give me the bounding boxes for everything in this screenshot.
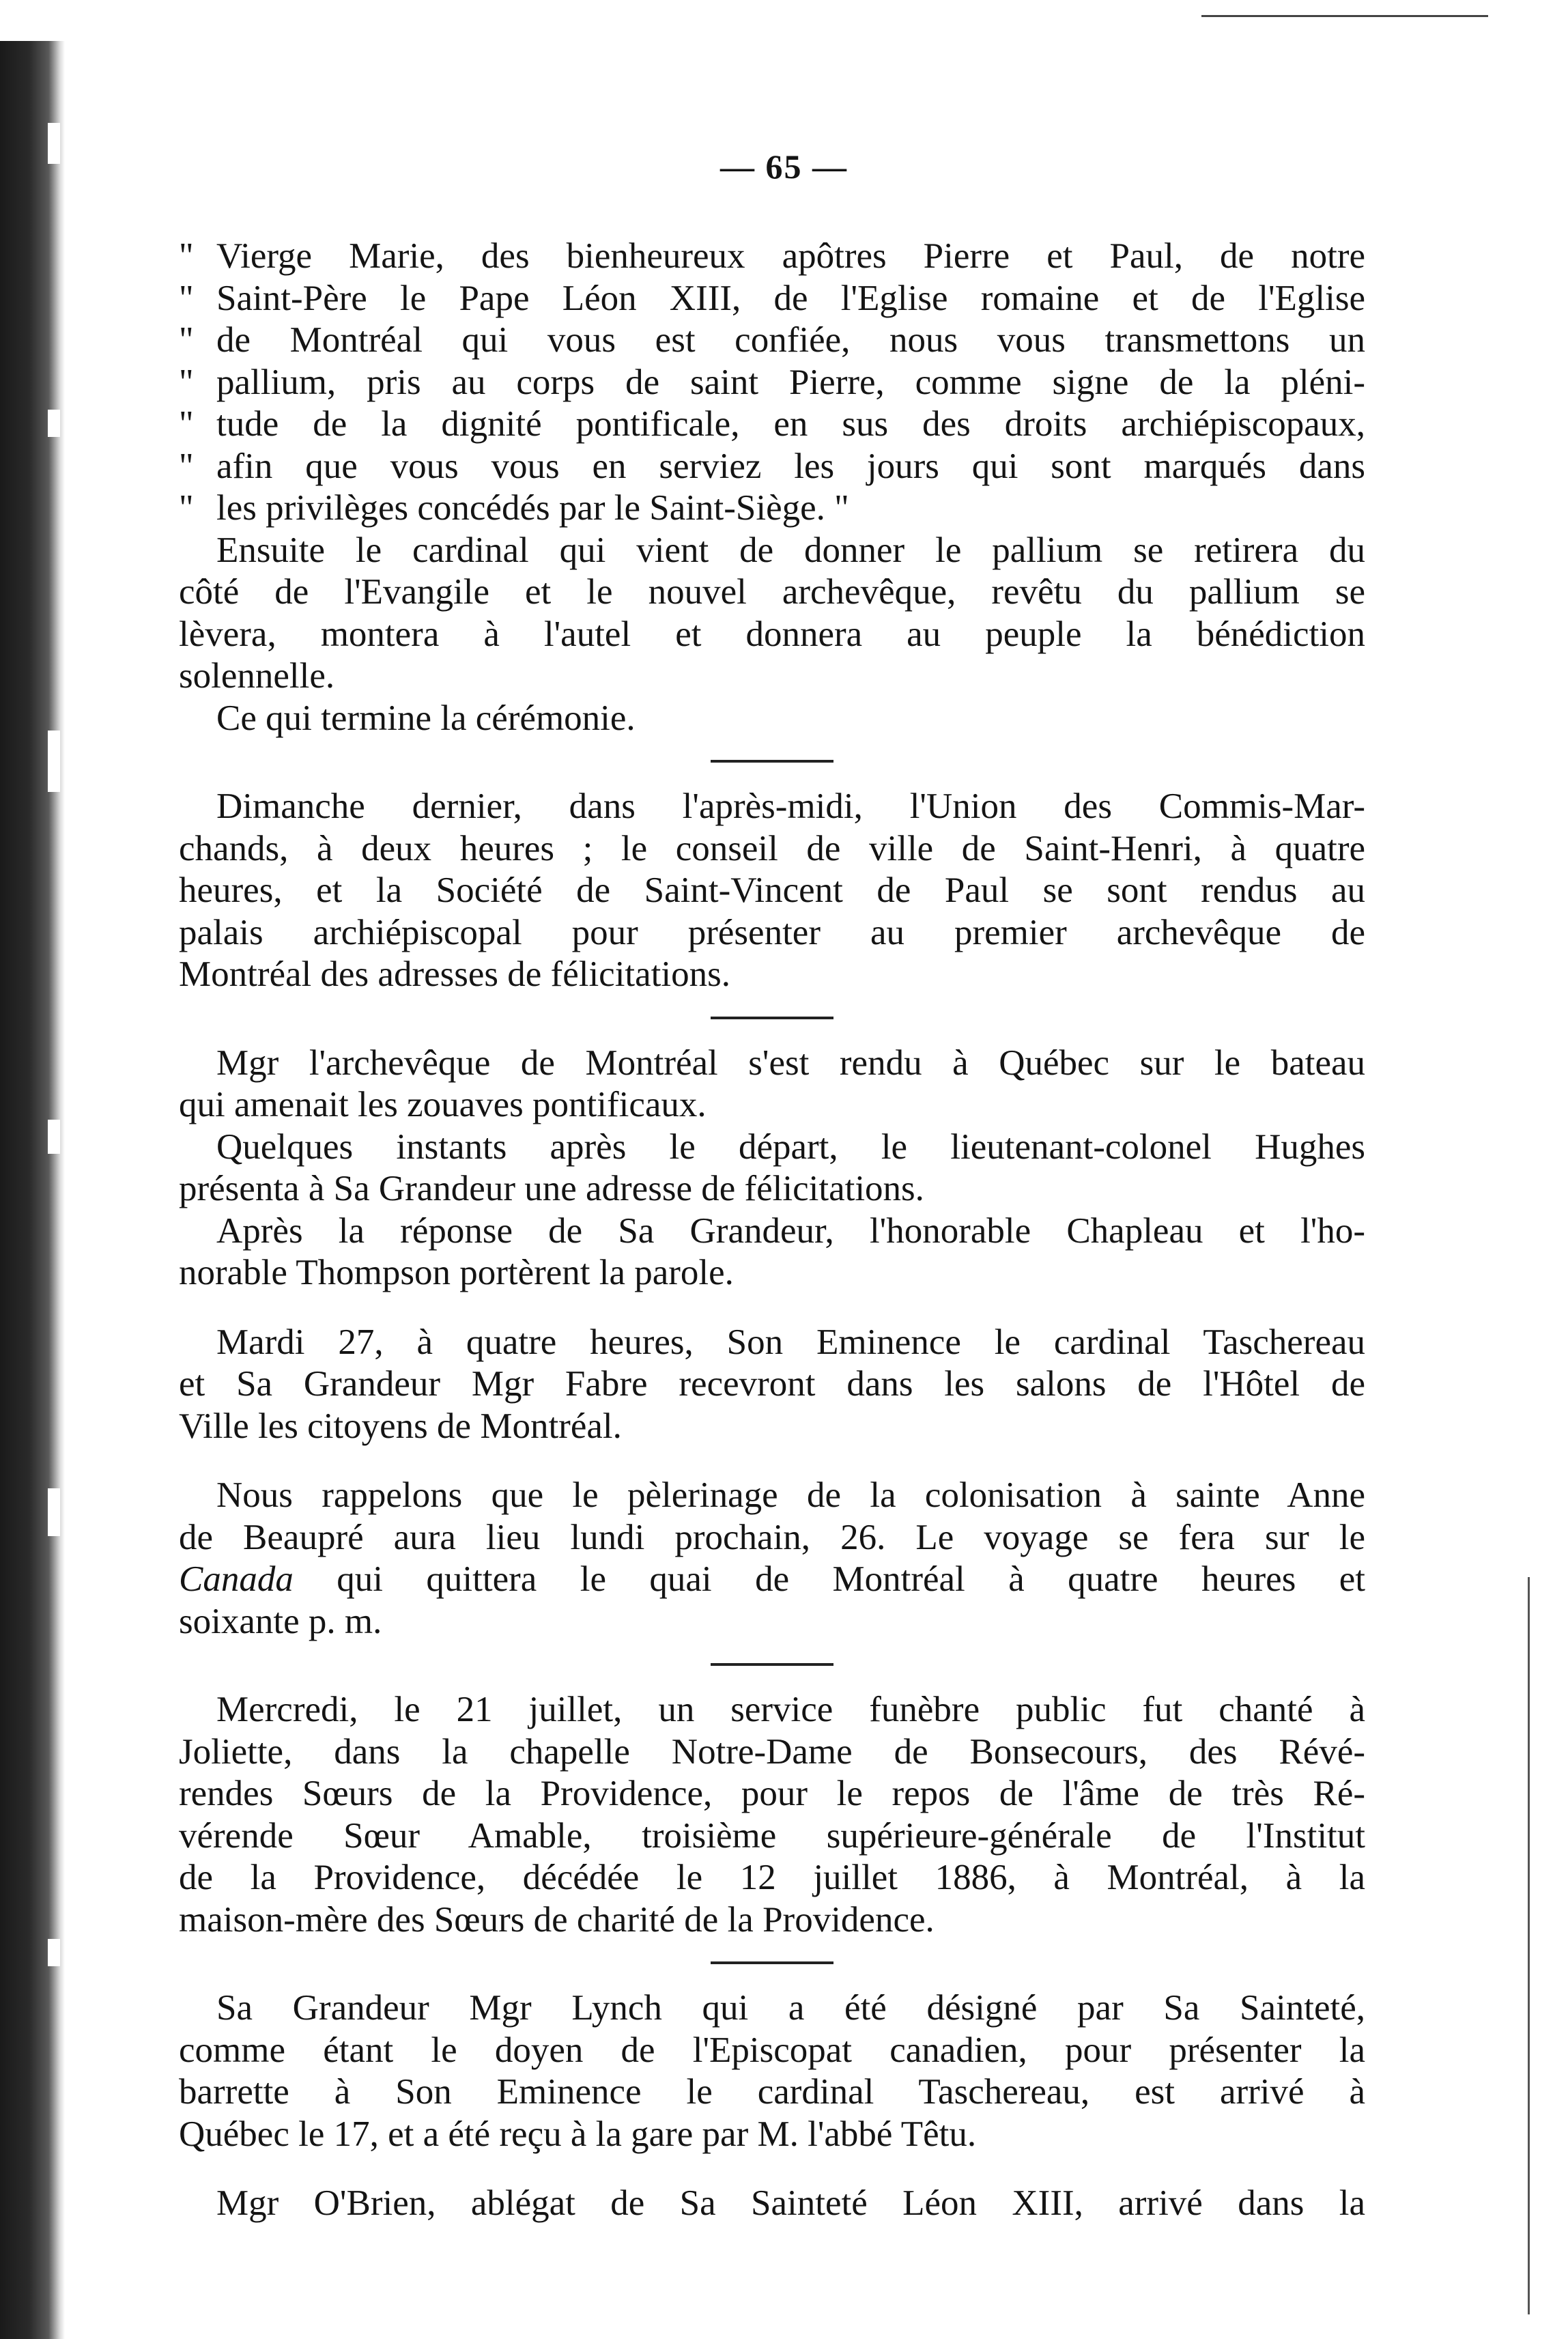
text-line: Après la réponse de Sa Grandeur, l'honorable Chapleau et l'ho-: [216, 1210, 1365, 1251]
text-line: Ce qui termine la cérémonie.: [216, 698, 636, 738]
text-line: Mardi 27, à quatre heures, Son Eminence le cardinal Taschereau: [216, 1322, 1365, 1362]
paragraph-obrien: [179, 2183, 1365, 2225]
text-line: Mgr O'Brien, ablégat de Sa Sainteté Léon XIII, arrivé dans la: [216, 2183, 1365, 2223]
paragraph-mardi: [179, 1322, 1365, 1448]
text-line: heures, et la Société de Saint-Vincent de Paul se sont rendus au: [179, 870, 1365, 910]
quote-line: " pallium, pris au corps de saint Pierre, comme signe de la pléni-: [179, 362, 1365, 402]
text-line: présenta à Sa Grandeur une adresse de félicitations.: [179, 1169, 924, 1208]
text-line: barrette à Son Eminence le cardinal Taschereau, est arrivé à: [179, 2072, 1365, 2112]
text-line: Dimanche dernier, dans l'après-midi, l'Union des Commis-Mar-: [216, 786, 1365, 826]
text-line: de la Providence, décédée le 12 juillet 1886, à Montréal, à la: [179, 1858, 1365, 1897]
text-line: Canada qui quittera le quai de Montréal à quatre heures et: [179, 1559, 1365, 1599]
spine-notch: [48, 1939, 60, 1966]
section-separator: [711, 760, 833, 763]
paragraph-ceremonie: [179, 698, 1365, 740]
paragraph-lynch: [179, 1987, 1365, 2155]
paragraph-nous: [179, 1475, 1365, 1643]
text-line: Ville les citoyens de Montréal.: [179, 1406, 622, 1446]
text-line: Sa Grandeur Mgr Lynch qui a été désigné par Sa Sainteté,: [216, 1988, 1365, 2028]
text-line: de Beaupré aura lieu lundi prochain, 26. Le voyage se fera sur le: [179, 1517, 1365, 1557]
paragraph-mercredi: [179, 1689, 1365, 1941]
paragraph-apres: [179, 1210, 1365, 1294]
section-separator: [711, 1961, 833, 1964]
section-separator: [711, 1017, 833, 1019]
top-edge-rule: [1201, 15, 1488, 17]
paragraph-gap: [179, 1447, 1365, 1475]
quote-line: " tude de la dignité pontificale, en sus des droits archiépiscopaux,: [179, 404, 1365, 444]
text-line: côté de l'Evangile et le nouvel archevêque, revêtu du pallium se: [179, 572, 1365, 612]
text-line: et Sa Grandeur Mgr Fabre recevront dans les salons de l'Hôtel de: [179, 1364, 1365, 1404]
spine-notch: [48, 1120, 60, 1154]
text-line: Ensuite le cardinal qui vient de donner le pallium se retirera du: [216, 530, 1365, 570]
quote-line: " Saint-Père le Pape Léon XIII, de l'Eglise romaine et de l'Eglise: [179, 278, 1365, 318]
text-line: vérende Sœur Amable, troisième supérieure-générale de l'Institut: [179, 1815, 1365, 1856]
book-spine-shadow: [0, 41, 65, 2339]
text-line: chands, à deux heures ; le conseil de ville de Saint-Henri, à quatre: [179, 828, 1365, 868]
text-line: Mgr l'archevêque de Montréal s'est rendu à Québec sur le bateau: [216, 1043, 1365, 1083]
quote-line: " Vierge Marie, des bienheureux apôtres Pierre et Paul, de notre: [179, 236, 1365, 276]
spine-notch: [48, 410, 60, 437]
text-line: Nous rappelons que le pèlerinage de la colonisation à sainte Anne: [216, 1475, 1365, 1515]
paragraph-gap: [179, 2155, 1365, 2183]
text-line: palais archiépiscopal pour présenter au premier archevêque de: [179, 912, 1365, 952]
text-line: lèvera, montera à l'autel et donnera au peuple la bénédiction: [179, 614, 1365, 654]
paragraph-quelques: [179, 1126, 1365, 1210]
text-line: rendes Sœurs de la Providence, pour le repos de l'âme de très Ré-: [179, 1774, 1365, 1813]
text-line: Québec le 17, et a été reçu à la gare par M. l'abbé Têtu.: [179, 2114, 977, 2154]
quote-line: " afin que vous vous en serviez les jours qui sont marqués dans: [179, 446, 1365, 486]
text-line: maison-mère des Sœurs de charité de la Providence.: [179, 1899, 935, 1940]
text-line: solennelle.: [179, 656, 335, 696]
section-separator: [711, 1663, 833, 1666]
quote-block: [179, 236, 1365, 530]
text-line: Quelques instants après le départ, le lieutenant-colonel Hughes: [216, 1126, 1365, 1167]
text-line: comme étant le doyen de l'Episcopat canadien, pour présenter la: [179, 2030, 1365, 2070]
paragraph-mgr: [179, 1043, 1365, 1126]
paragraph-dimanche: [179, 786, 1365, 996]
text-line: norable Thompson portèrent la parole.: [179, 1253, 734, 1292]
paragraph-ensuite: [179, 530, 1365, 698]
text-line: Joliette, dans la chapelle Notre-Dame de Bonsecours, des Révé-: [179, 1731, 1365, 1772]
ship-name: Canada: [179, 1559, 294, 1599]
text-line: Mercredi, le 21 juillet, un service funèbre public fut chanté à: [216, 1690, 1365, 1729]
spine-notch: [48, 1488, 60, 1536]
page-number: — 65 —: [720, 147, 848, 186]
spine-notch: [48, 731, 60, 792]
quote-line: " les privilèges concédés par le Saint-Siège. ": [179, 488, 849, 528]
text-line: qui amenait les zouaves pontificaux.: [179, 1085, 707, 1124]
paragraph-gap: [179, 1294, 1365, 1322]
page-body: [179, 236, 1365, 2225]
quote-line: " de Montréal qui vous est confiée, nous vous transmettons un: [179, 320, 1365, 360]
text-line: soixante p. m.: [179, 1601, 382, 1641]
right-edge-rule: [1528, 1577, 1530, 2314]
text-line: Montréal des adresses de félicitations.: [179, 954, 730, 994]
